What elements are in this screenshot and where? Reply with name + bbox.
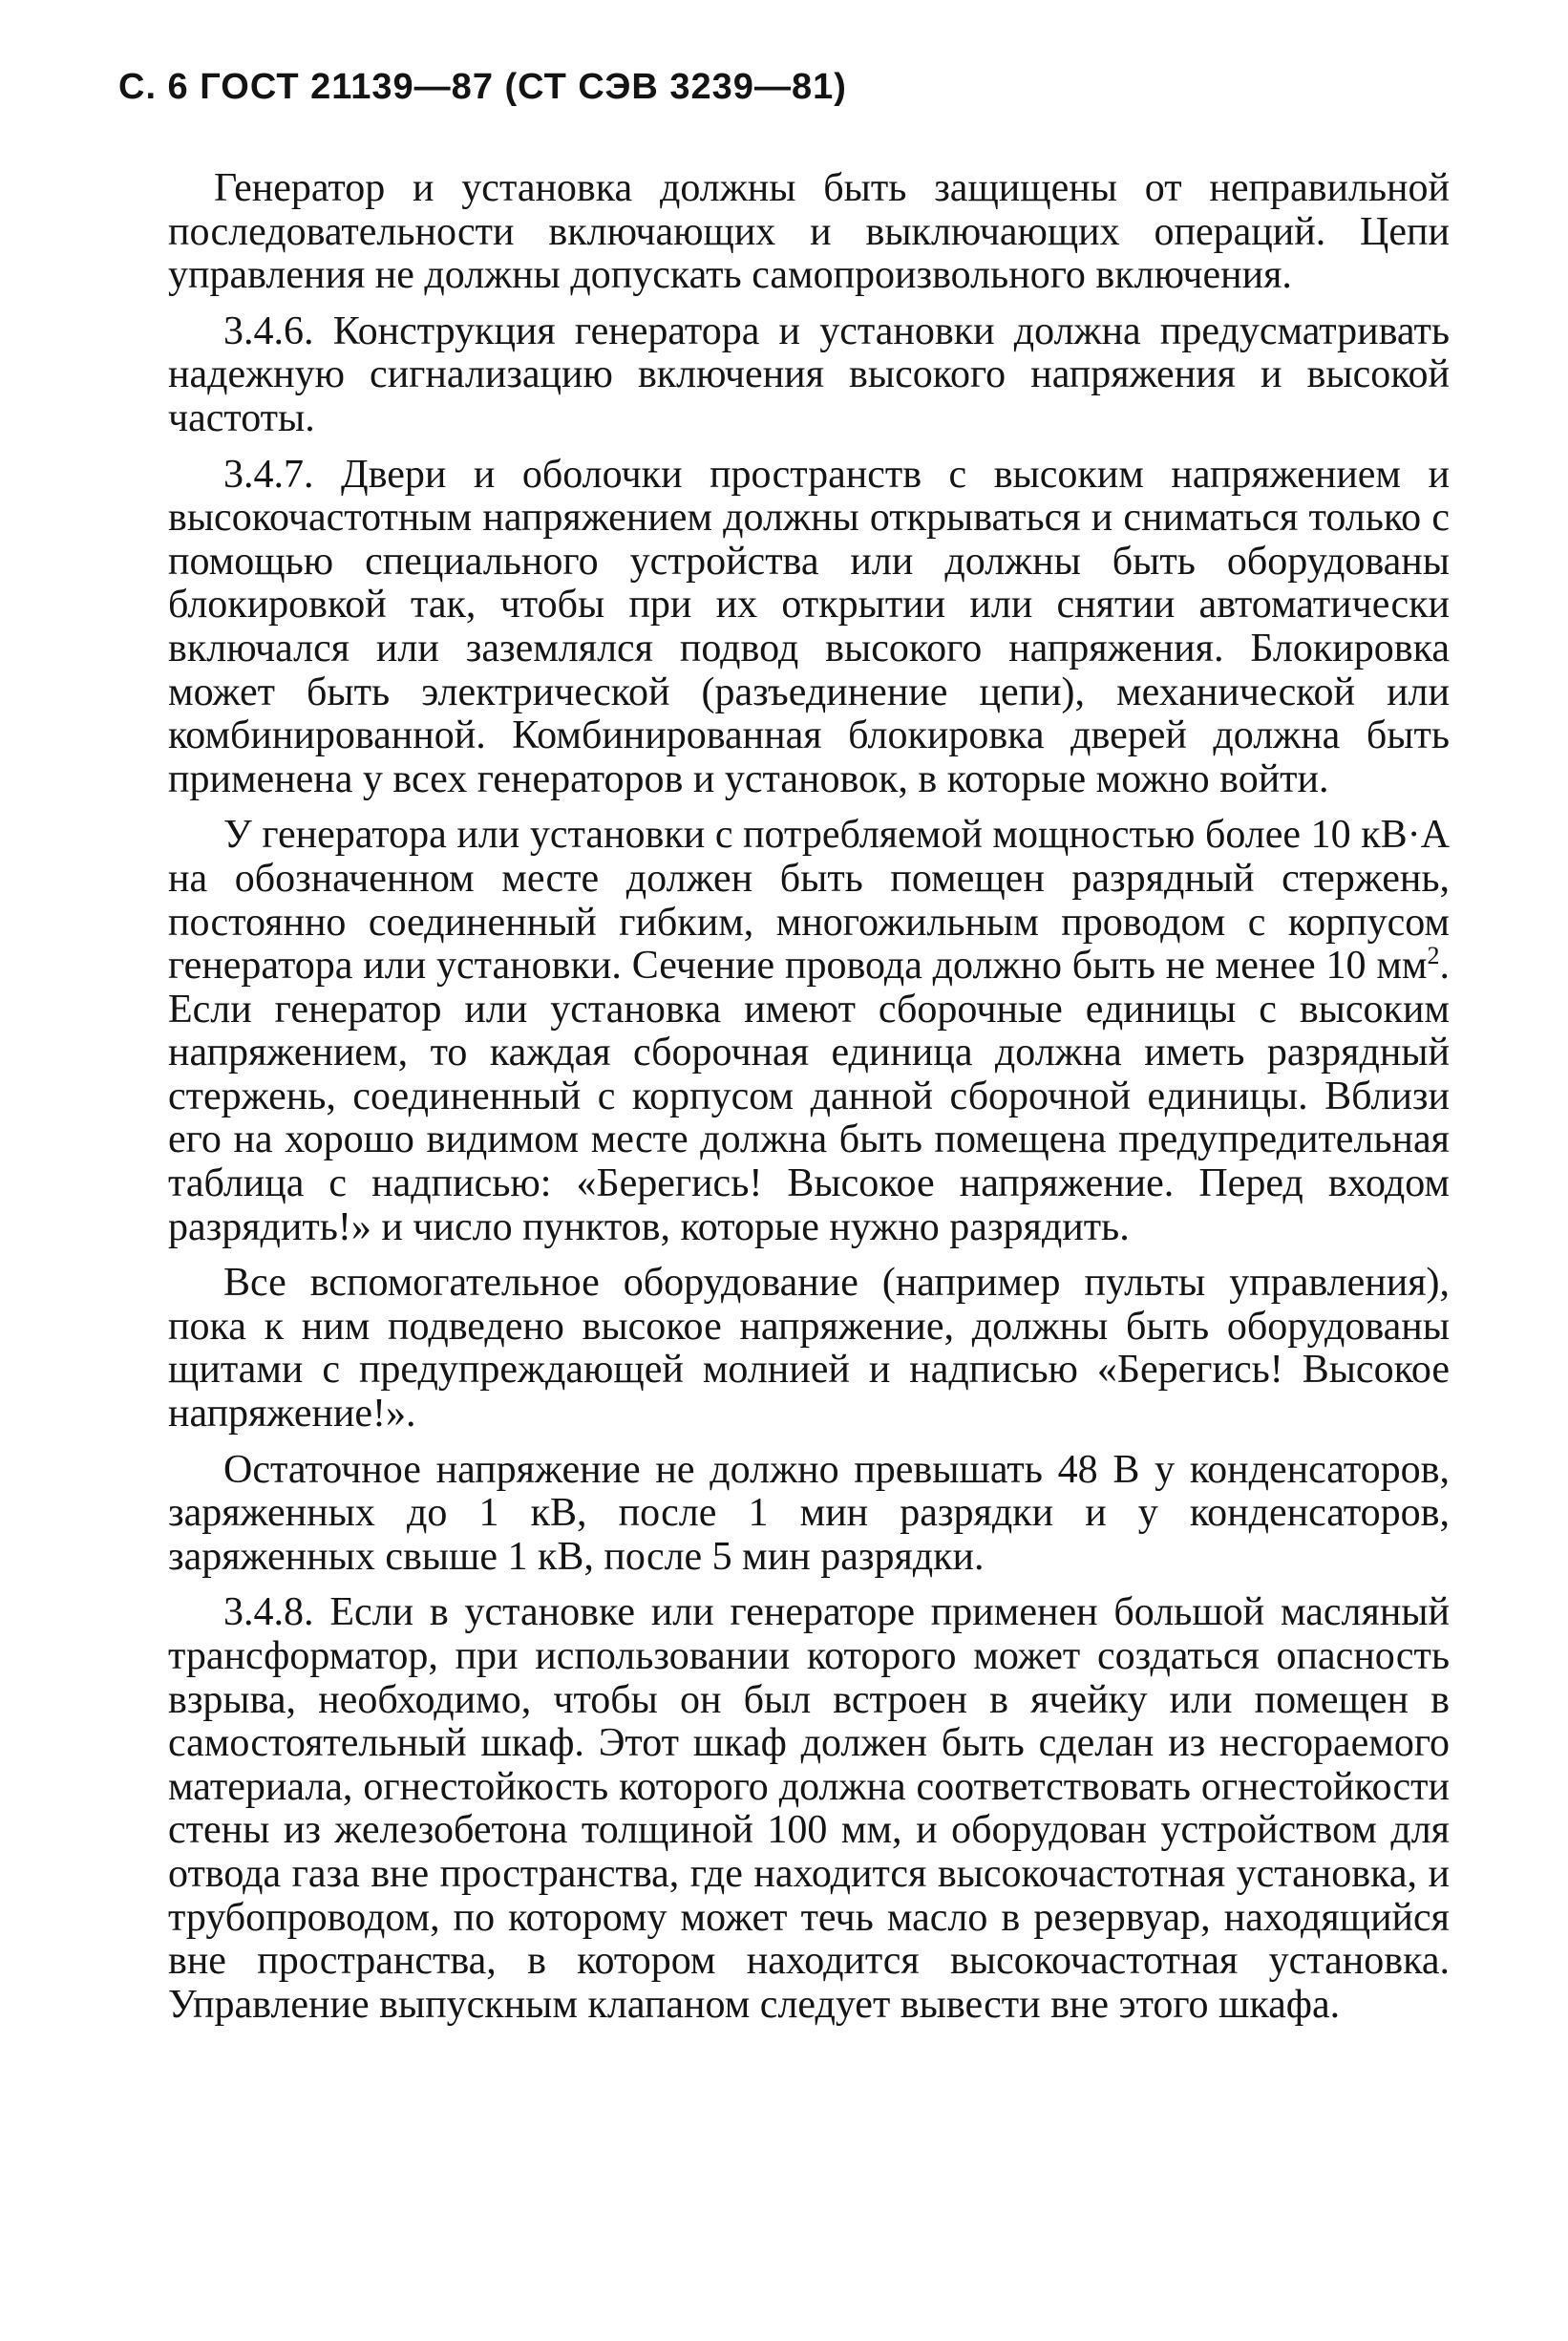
paragraph-discharge-rod-rest: . Если генератор или установка имеют сборочные единицы с высоким напряжением, то каждая сборочная единица должна иметь разрядный стержень, соединенный с корпусом данной сборочной единицы. Вблизи его на хорошо видимом месте должна быть помещена предупредительная таблица с надписью: «Берегись! Высокое напряжение. Перед входом разрядить!» и число пунктов, которые нужно разрядить. (168, 944, 1450, 1249)
paragraph-3-4-7: 3.4.7. Двери и оболочки пространств с высоким напряжением и высокочастотным напряжением должны открываться и сниматься только с помощью специального устройства или должны быть оборудованы блокировкой так, чтобы при их открытии или снятии автоматически включался или заземлялся подвод высокого напряжения. Блокировка может быть электрической (разъединение цепи), механической или комбинированной. Комбинированная блокировка дверей должна быть применена у всех генераторов и установок, в которые можно войти. (168, 452, 1450, 801)
paragraph-residual-voltage: Остаточное напряжение не должно превышать 48 В у конденсаторов, заряженных до 1 кВ, после 1 мин разрядки и у конденсаторов, заряженных свыше 1 кВ, после 5 мин разрядки. (168, 1447, 1450, 1579)
paragraph-auxiliary-equipment: Все вспомогательное оборудование (например пульты управления), пока к ним подведено высокое напряжение, должны быть оборудованы щитами с предупреждающей молнией и надписью «Берегись! Высокое напряжение!». (168, 1261, 1450, 1437)
page-header: С. 6 ГОСТ 21139—87 (СТ СЭВ 3239—81) (118, 67, 847, 107)
paragraph-discharge-rod-start: У генератора или установки с потребляемой мощностью более 10 кВ·А на обозначенном месте должен быть помещен разрядный стержень, постоянно соединенный гибким, многожильным проводом с корпусом генератора или установки. Сечение провода должно быть не менее 10 мм (168, 813, 1450, 989)
paragraph-3-4-8: 3.4.8. Если в установке или генераторе применен большой масляный трансформатор, при использовании которого может создаться опасность взрыва, необходимо, чтобы он был встроен в ячейку или помещен в самостоятельный шкаф. Этот шкаф должен быть сделан из несгораемого материала, огнестойкость которого должна соответствовать огнестойкости стены из железобетона толщиной 100 мм, и оборудован устройством для отвода газа вне пространства, где находится высокочастотная установка, и трубопроводом, по которому может течь масло в резервуар, находящийся вне пространства, в котором находится высокочастотная установка. Управление выпускным клапаном следует вывести вне этого шкафа. (168, 1590, 1450, 2027)
document-body (168, 167, 1450, 2039)
superscript-square: 2 (1427, 942, 1440, 970)
paragraph-discharge-rod (168, 814, 1450, 1249)
paragraph-3-4-6: 3.4.6. Конструкция генератора и установки должна предусматривать надежную сигнализацию включения высокого напряжения и высокой частоты. (168, 309, 1450, 440)
paragraph-protection-sequence: Генератор и установка должны быть защищены от неправильной последовательности включающих и выключающих операций. Цепи управления не должны допускать самопроизвольного включения. (168, 166, 1450, 298)
